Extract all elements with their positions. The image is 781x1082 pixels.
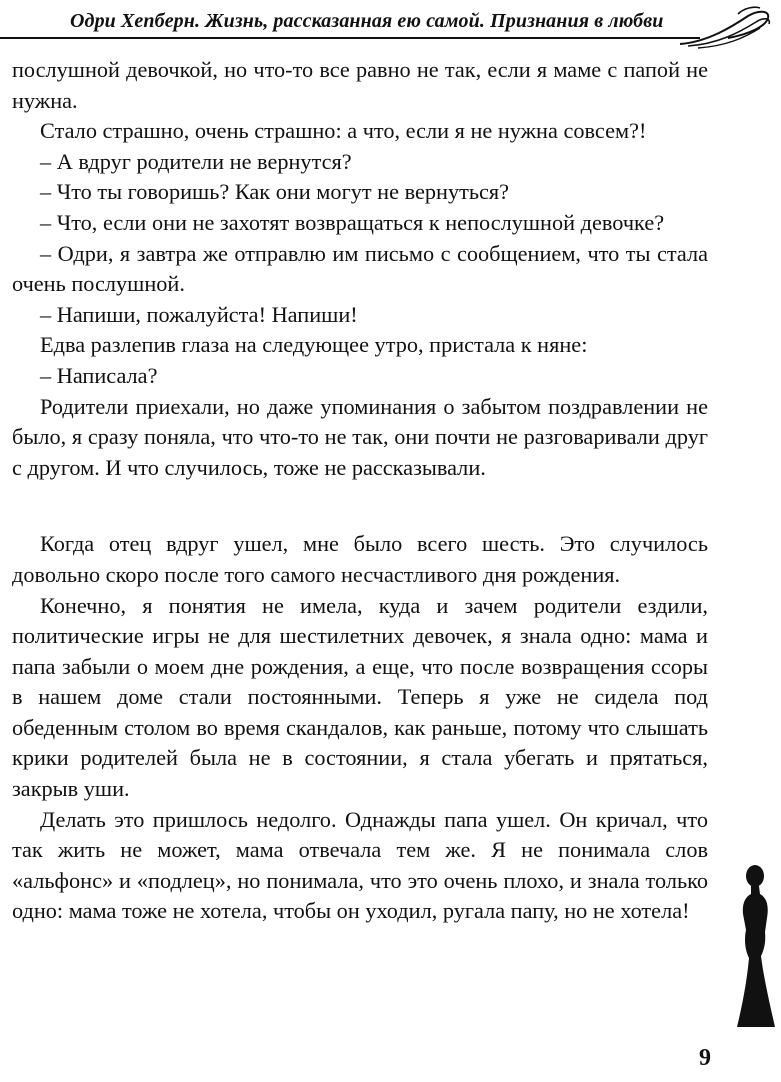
running-header xyxy=(0,0,781,50)
page-number: 9 xyxy=(699,1045,711,1071)
dialogue-line: – Напиши, пожалуйста! Напиши! xyxy=(40,301,358,327)
woman-silhouette-icon xyxy=(725,862,781,1027)
paragraph: Когда отец вдруг ушел, мне было всего шесть. Это случилось довольно скоро после того самого несчастливого дня рождения. xyxy=(12,531,708,587)
dialogue-line: – Что ты говоришь? Как они могут не вернуться? xyxy=(40,179,510,205)
flourish-ornament-icon xyxy=(678,4,773,50)
paragraph: Едва разлепив глаза на следующее утро, пристала к няне: xyxy=(40,332,588,358)
dialogue-line: – А вдруг родители не вернутся? xyxy=(40,148,352,174)
paragraph: Конечно, я понятия не имела, куда и зачем родители ездили, политические игры не для шестилетних девочек, я знала одно: мама и папа забыли о моем дне рождения, а еще, что после возвращения ссоры в нашем доме стали постоянными. Теперь я уже не сидела под обеденным столом во время скандалов, как раньше, потому что слышать крики родителей была не в состоянии, я стала убегать и прятаться, закрыв уши. xyxy=(12,592,708,802)
paragraph: послушной девочкой, но что-то все равно не так, если я маме с папой не нужна. xyxy=(12,57,708,113)
running-header-title: Одри Хепберн. Жизнь, рассказанная ею самой. Признания в любви xyxy=(70,10,664,32)
paragraph: Родители приехали, но даже упоминания о забытом поздравлении не было, я сразу поняла, что что-то не так, они почти не разговаривали друг с другом. И что случилось, тоже не рассказывали. xyxy=(12,393,708,480)
dialogue-line: – Что, если они не захотят возвращаться к непослушной девочке? xyxy=(40,209,665,235)
dialogue-line: – Написала? xyxy=(40,362,158,388)
body-text xyxy=(12,55,708,927)
paragraph: Стало страшно, очень страшно: а что, если я не нужна совсем?! xyxy=(40,118,647,144)
dialogue-line: – Одри, я завтра же отправлю им письмо с сообщением, что ты стала очень послушной. xyxy=(12,240,708,297)
paragraph: Делать это пришлось недолго. Однажды папа ушел. Он кричал, что так жить не может, мама отвечала тем же. Я не понимала слов «альфонс» и «подлец», но понимала, что это очень плохо, и знала только одно: мама тоже не хотела, чтобы он уходил, ругала папу, но не хотела! xyxy=(12,806,708,924)
header-rule xyxy=(0,37,700,39)
